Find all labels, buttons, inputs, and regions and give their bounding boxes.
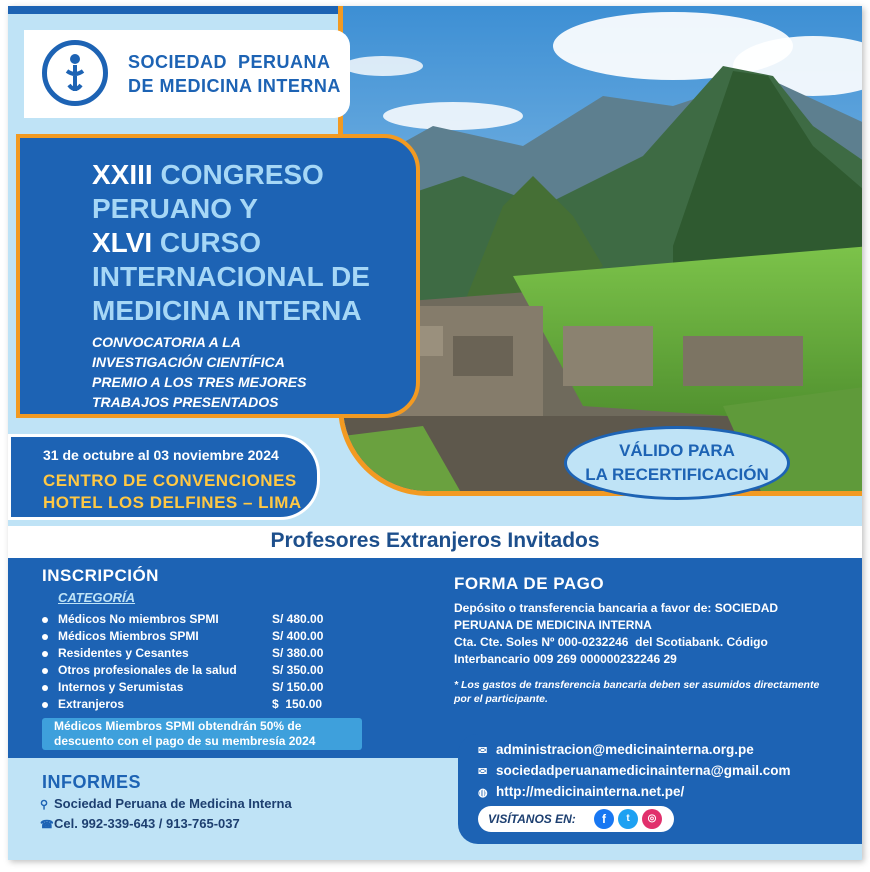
- informes-heading: INFORMES: [42, 772, 142, 792]
- fee-row: [42, 680, 362, 697]
- society-logo-icon: [42, 40, 108, 106]
- fee-row: [42, 612, 362, 629]
- org-name: Sociedad Peruana de Medicina Interna: [54, 796, 292, 811]
- bullet-icon: [42, 685, 48, 691]
- professors-heading: Profesores Extranjeros Invitados: [270, 529, 600, 552]
- recertification-badge: [564, 426, 790, 500]
- fee-label: Internos y Serumistas: [58, 680, 184, 694]
- fee-label: Médicos No miembros SPMI: [58, 612, 219, 626]
- facebook-icon[interactable]: f: [594, 809, 614, 829]
- event-title-box: [16, 134, 420, 418]
- bullet-icon: [42, 668, 48, 674]
- payment-line4: Interbancario 009 269 000000232246 29: [454, 652, 677, 666]
- course-roman: XLVI: [92, 227, 153, 258]
- mail-icon: ✉: [478, 766, 488, 778]
- course-word: CURSO: [152, 227, 262, 258]
- mail-icon: ✉: [478, 745, 488, 757]
- bullet-icon: [42, 702, 48, 708]
- title-line2: PERUANO Y: [92, 193, 258, 224]
- phone-numbers[interactable]: Cel. 992-339-643 / 913-765-037: [54, 816, 240, 831]
- fee-price: S/ 380.00: [272, 646, 324, 660]
- subtitle-line4: TRABAJOS PRESENTADOS: [92, 394, 279, 410]
- discount-line2: descuento con el pago de su membresía 2024: [54, 734, 316, 748]
- globe-icon: ◍: [478, 787, 488, 799]
- fee-label: Extranjeros: [58, 697, 125, 711]
- congress-word: CONGRESO: [152, 159, 324, 190]
- discount-note-box: [42, 718, 362, 750]
- bullet-icon: [42, 651, 48, 657]
- email1-line: [478, 742, 754, 757]
- title-line5: MEDICINA INTERNA: [92, 295, 362, 326]
- professors-band: [8, 526, 862, 558]
- payment-heading: FORMA DE PAGO: [454, 574, 605, 593]
- phone-line: [40, 816, 240, 831]
- contact-box: [458, 734, 862, 844]
- registration-payment-section: [8, 558, 862, 758]
- email2-link[interactable]: sociedadperuanamedicinainterna@gmail.com: [496, 763, 791, 778]
- inscripcion-heading: INSCRIPCIÓN: [42, 566, 159, 585]
- badge-line2: LA RECERTIFICACIÓN: [585, 465, 769, 484]
- email1-link[interactable]: administracion@medicinainterna.org.pe: [496, 742, 754, 757]
- fee-row: [42, 646, 362, 663]
- payment-line3: Cta. Cte. Soles Nº 000-0232246 del Scotiabank. Código: [454, 635, 768, 649]
- payment-line2: PERUANA DE MEDICINA INTERNA: [454, 618, 652, 632]
- logo-box: [24, 30, 350, 118]
- payment-note-line2: por el participante.: [454, 693, 548, 705]
- event-title: [92, 158, 422, 328]
- payment-note-line1: * Los gastos de transferencia bancaria deben ser asumidos directamente: [454, 679, 820, 691]
- discount-line1: Médicos Miembros SPMI obtendrán 50% de: [54, 719, 302, 733]
- twitter-icon[interactable]: t: [618, 809, 638, 829]
- subtitle-line2: INVESTIGACIÓN CIENTÍFICA: [92, 354, 285, 370]
- fee-price: S/ 400.00: [272, 629, 324, 643]
- email2-line: [478, 763, 791, 778]
- date-venue-box: [8, 434, 320, 520]
- fee-price: S/ 480.00: [272, 612, 324, 626]
- subtitle-line1: CONVOCATORIA A LA: [92, 334, 241, 350]
- venue-line1: CENTRO DE CONVENCIONES: [43, 471, 297, 490]
- poster: [8, 6, 862, 860]
- fee-label: Residentes y Cesantes: [58, 646, 189, 660]
- badge-line1: VÁLIDO PARA: [619, 441, 735, 460]
- society-name: [128, 50, 341, 98]
- social-pill: [478, 806, 674, 832]
- bullet-icon: [42, 617, 48, 623]
- society-name-line1: SOCIEDAD PERUANA: [128, 52, 331, 72]
- society-name-line2: DE MEDICINA INTERNA: [128, 76, 341, 96]
- congress-roman: XXIII: [92, 159, 153, 190]
- subtitle-line3: PREMIO A LOS TRES MEJORES: [92, 374, 307, 390]
- payment-note: [454, 678, 838, 706]
- fee-row: [42, 663, 362, 680]
- bullet-icon: [42, 634, 48, 640]
- fee-row: [42, 697, 362, 714]
- instagram-icon[interactable]: ◎: [642, 809, 662, 829]
- org-line: [40, 796, 292, 811]
- visit-label: VISÍTANOS EN:: [488, 812, 576, 826]
- venue-line2: HOTEL LOS DELFINES – LIMA: [43, 493, 302, 512]
- payment-details: [454, 600, 834, 668]
- fee-label: Médicos Miembros SPMI: [58, 629, 199, 643]
- phone-icon: ☎: [40, 819, 54, 831]
- discount-note: [54, 719, 354, 749]
- event-dates: 31 de octubre al 03 noviembre 2024: [43, 447, 279, 463]
- fee-price: S/ 350.00: [272, 663, 324, 677]
- fee-label: Otros profesionales de la salud: [58, 663, 237, 677]
- category-label: CATEGORÍA: [58, 590, 136, 605]
- location-pin-icon: ⚲: [40, 799, 49, 811]
- payment-line1: Depósito o transferencia bancaria a favor de: SOCIEDAD: [454, 601, 779, 615]
- title-line4: INTERNACIONAL DE: [92, 261, 370, 292]
- fee-price: $ 150.00: [272, 697, 323, 711]
- website-link[interactable]: http://medicinainterna.net.pe/: [496, 784, 685, 799]
- fee-price: S/ 150.00: [272, 680, 324, 694]
- fee-row: [42, 629, 362, 646]
- website-line: [478, 784, 684, 799]
